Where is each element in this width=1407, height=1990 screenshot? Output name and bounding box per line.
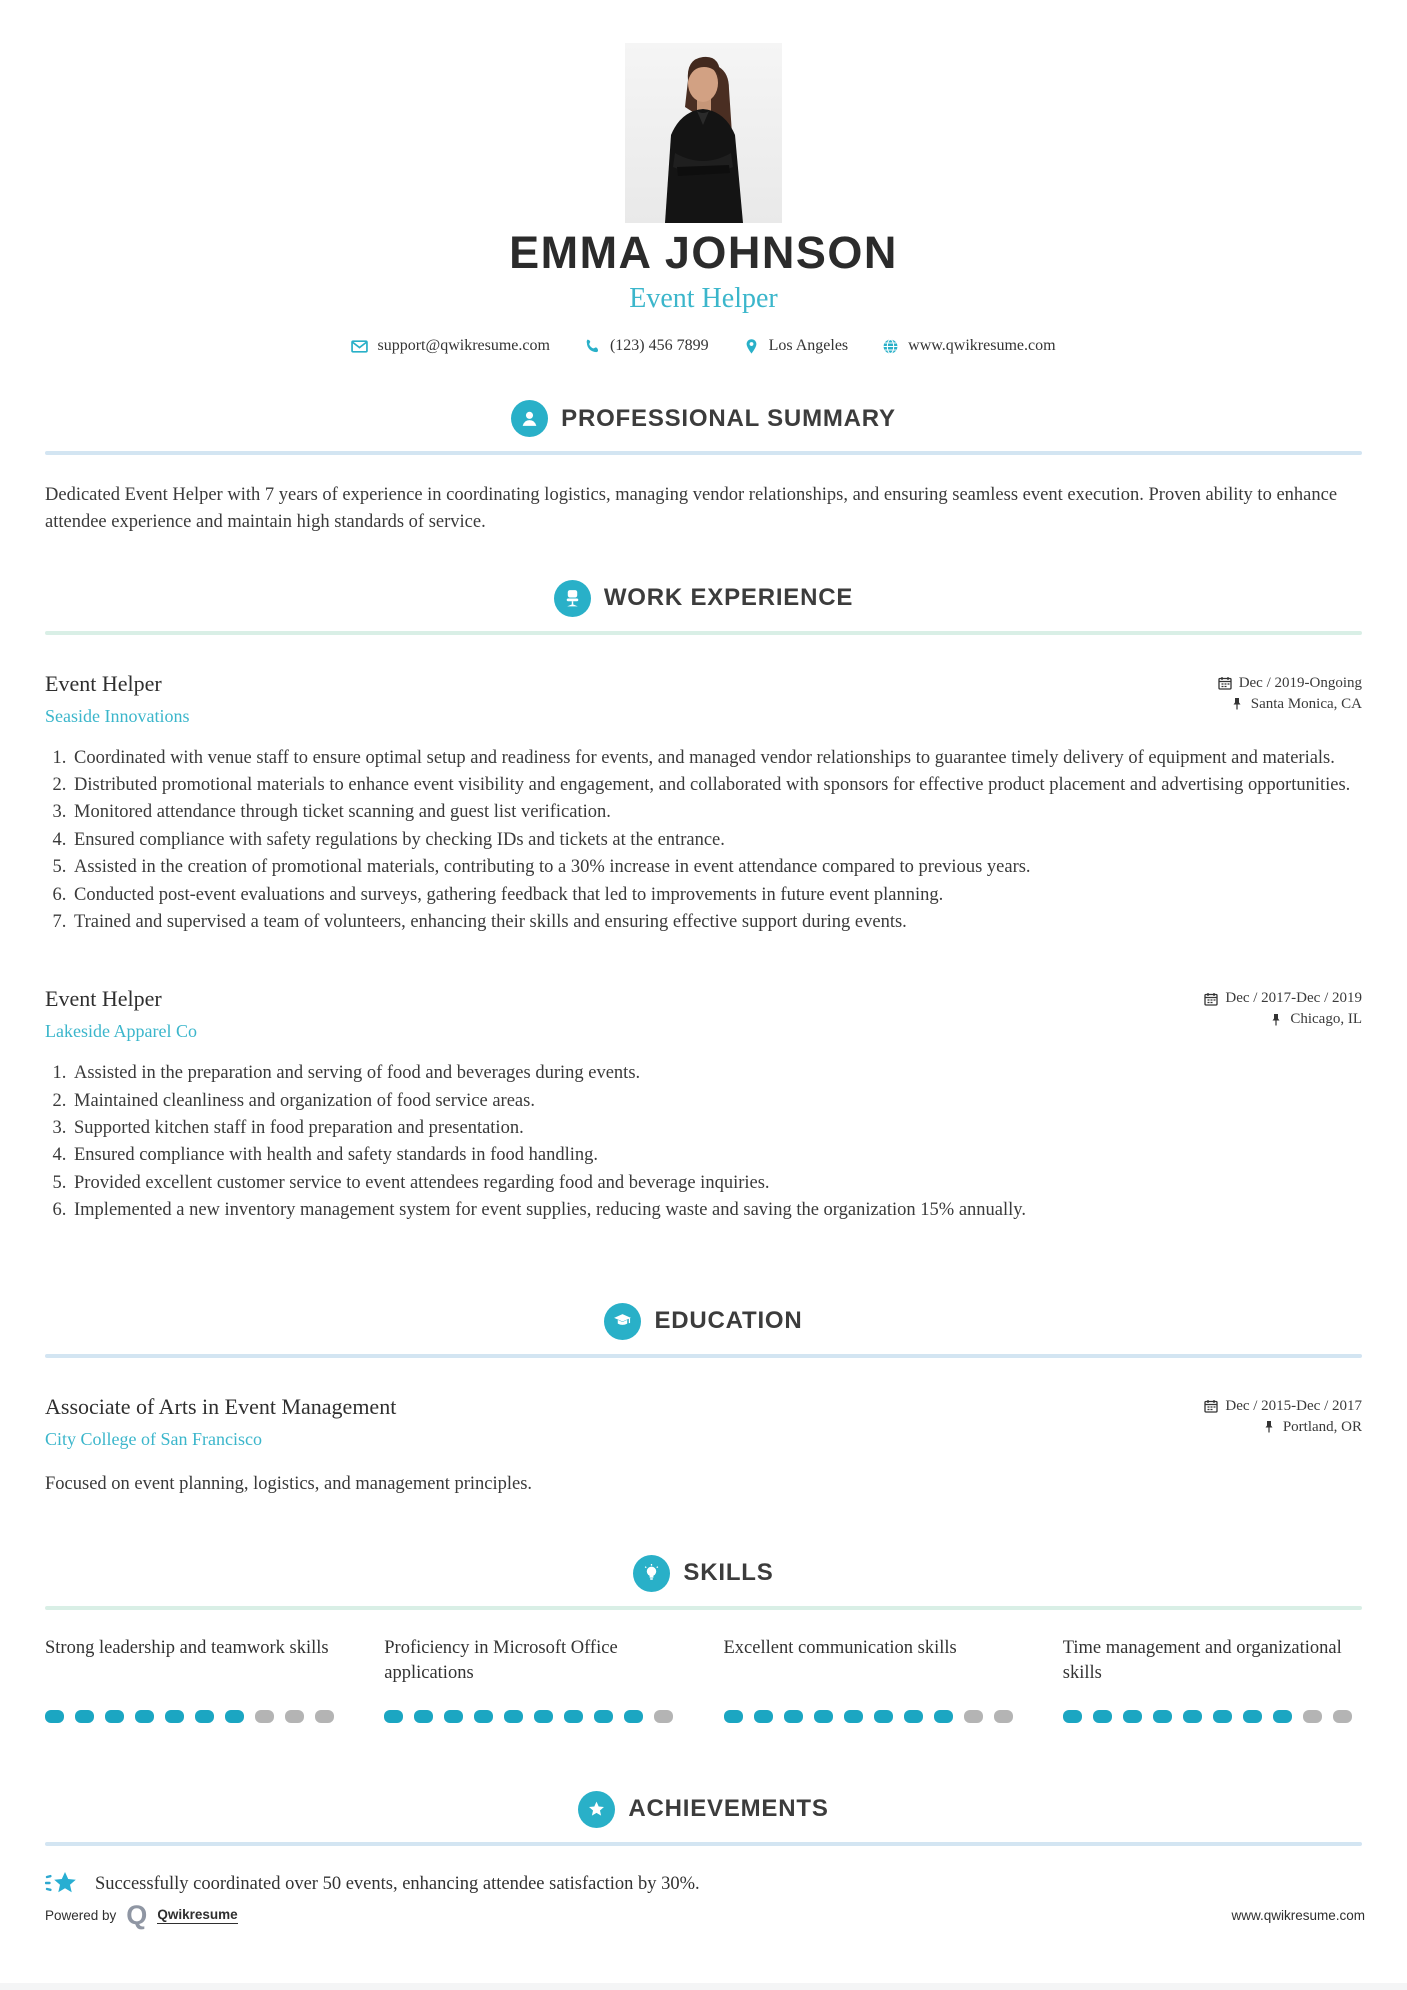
skill-level-dot	[814, 1710, 833, 1723]
skill-level-dot	[1183, 1710, 1202, 1723]
skill-level-dot	[165, 1710, 184, 1723]
bullet-item: 1. Coordinated with venue staff to ensure optimal setup and readiness for events, and managed vendor relationships to guarantee timely delivery of equipment and materials.	[71, 745, 1362, 772]
job-dates-text: Dec / 2017-Dec / 2019	[1225, 990, 1362, 1007]
bullet-item: 6. Conducted post-event evaluations and surveys, gathering feedback that led to improvements in future event planning.	[71, 882, 1362, 909]
skill-level-dot	[1243, 1710, 1262, 1723]
skill-level-dot	[534, 1710, 553, 1723]
lightbulb-icon	[633, 1555, 670, 1592]
summary-section-header	[45, 400, 1362, 437]
star-badge-icon	[578, 1791, 615, 1828]
skill-level	[724, 1710, 1023, 1723]
school-name[interactable]: City College of San Francisco	[45, 1428, 262, 1449]
footer-website[interactable]: www.qwikresume.com	[1231, 1908, 1365, 1923]
skill-item	[384, 1636, 683, 1723]
job-location-text: Santa Monica, CA	[1250, 695, 1362, 712]
skill-level-dot	[1213, 1710, 1232, 1723]
skill-level-dot	[1153, 1710, 1172, 1723]
bullet-item: 4. Ensured compliance with health and safety standards in food handling.	[71, 1142, 1362, 1169]
job-dates	[1218, 675, 1362, 692]
profile-photo	[625, 43, 782, 223]
contact-location[interactable]	[743, 337, 849, 355]
job-bullets	[45, 745, 1362, 937]
skill-level-dot	[654, 1710, 673, 1723]
skill-level-dot	[45, 1710, 64, 1723]
contact-row	[45, 337, 1362, 355]
skill-level-dot	[1063, 1710, 1082, 1723]
skill-level-dot	[285, 1710, 304, 1723]
skill-level-dot	[874, 1710, 893, 1723]
pushpin-icon	[1269, 1013, 1283, 1027]
job-bullets	[45, 1060, 1362, 1224]
skill-level-dot	[1303, 1710, 1322, 1723]
pushpin-icon	[1230, 697, 1244, 711]
candidate-title: Event Helper	[629, 283, 778, 314]
job-entry	[45, 671, 1362, 937]
bullet-item: 6. Implemented a new inventory management system for event supplies, reducing waste and saving the organization 15% annually.	[71, 1197, 1362, 1224]
job-location-text: Chicago, IL	[1290, 1011, 1362, 1028]
skill-label: Proficiency in Microsoft Office applications	[384, 1637, 618, 1684]
skill-level-dot	[994, 1710, 1013, 1723]
mail-icon	[351, 338, 368, 355]
skill-level	[45, 1710, 344, 1723]
skill-level-dot	[564, 1710, 583, 1723]
skill-label: Excellent communication skills	[723, 1637, 957, 1658]
office-chair-icon	[554, 580, 591, 617]
calendar-icon	[1218, 676, 1232, 690]
achievement-item	[45, 1870, 1362, 1900]
experience-section-header	[45, 580, 1362, 617]
bullet-item: 5. Provided excellent customer service to event attendees regarding food and beverage inquiries.	[71, 1170, 1362, 1197]
bullet-item: 2. Distributed promotional materials to enhance event visibility and engagement, and collaborated with sponsors for effective product placement and advertising opportunities.	[71, 772, 1362, 799]
skill-level-dot	[754, 1710, 773, 1723]
bullet-item: 1. Assisted in the preparation and serving of food and beverages during events.	[71, 1060, 1362, 1087]
skill-level	[1063, 1710, 1362, 1723]
bottom-strip	[0, 1983, 1407, 1990]
summary-text: Dedicated Event Helper with 7 years of experience in coordinating logistics, managing vendor relationships, and ensuring seamless event execution. Proven ability to enhance attendee experience and maintain high standards of service.	[45, 485, 1338, 532]
section-divider	[45, 1606, 1362, 1610]
bullet-item: 3. Supported kitchen staff in food preparation and presentation.	[71, 1115, 1362, 1142]
education-description: Focused on event planning, logistics, and management principles.	[45, 1473, 533, 1494]
skill-level-dot	[195, 1710, 214, 1723]
pushpin-icon	[1262, 1420, 1276, 1434]
contact-email-text: support@qwikresume.com	[377, 337, 550, 354]
skill-level-dot	[384, 1710, 403, 1723]
skill-level	[384, 1710, 683, 1723]
skill-level-dot	[724, 1710, 743, 1723]
section-divider	[45, 451, 1362, 455]
job-dates-text: Dec / 2019-Ongoing	[1238, 674, 1362, 691]
achievement-text: Successfully coordinated over 50 events, enhancing attendee satisfaction by 30%.	[95, 1874, 700, 1894]
skill-level-dot	[934, 1710, 953, 1723]
contact-phone[interactable]	[584, 337, 709, 355]
education-entry	[45, 1394, 1362, 1495]
skill-level-dot	[784, 1710, 803, 1723]
graduate-icon	[604, 1303, 641, 1340]
skill-level-dot	[964, 1710, 983, 1723]
skill-level-dot	[105, 1710, 124, 1723]
page-footer	[45, 1900, 1365, 1931]
skill-level-dot	[315, 1710, 334, 1723]
education-location-text: Portland, OR	[1282, 1418, 1362, 1435]
powered-by-label: Powered by	[45, 1908, 117, 1923]
calendar-icon	[1204, 1399, 1218, 1413]
bullet-item: 7. Trained and supervised a team of volunteers, enhancing their skills and ensuring effective support during events.	[71, 909, 1362, 936]
skill-level-dot	[844, 1710, 863, 1723]
contact-phone-text: (123) 456 7899	[609, 337, 709, 354]
skill-level-dot	[594, 1710, 613, 1723]
skill-item	[1063, 1636, 1362, 1723]
job-dates	[1204, 990, 1362, 1007]
job-company[interactable]: Seaside Innovations	[45, 705, 190, 726]
contact-website-text: www.qwikresume.com	[908, 337, 1056, 354]
skill-level-dot	[504, 1710, 523, 1723]
education-section-header	[45, 1303, 1362, 1340]
contact-location-text: Los Angeles	[768, 337, 849, 354]
skills-section-header	[45, 1555, 1362, 1592]
globe-icon	[882, 338, 899, 355]
education-dates-text: Dec / 2015-Dec / 2017	[1225, 1397, 1362, 1414]
skill-level-dot	[414, 1710, 433, 1723]
skill-label: Strong leadership and teamwork skills	[45, 1637, 329, 1658]
skill-level-dot	[1123, 1710, 1142, 1723]
skill-label: Time management and organizational skills	[1062, 1637, 1342, 1684]
calendar-icon	[1204, 992, 1218, 1006]
profile-photo-wrap	[45, 0, 1362, 223]
skill-level-dot	[474, 1710, 493, 1723]
bullet-item: 5. Assisted in the creation of promotional materials, contributing to a 30% increase in event attendance compared to previous years.	[71, 854, 1362, 881]
skill-level-dot	[135, 1710, 154, 1723]
skill-level-dot	[75, 1710, 94, 1723]
skill-level-dot	[225, 1710, 244, 1723]
section-divider	[45, 1354, 1362, 1358]
job-company[interactable]: Lakeside Apparel Co	[45, 1021, 197, 1042]
section-divider	[45, 631, 1362, 635]
skill-level-dot	[904, 1710, 923, 1723]
shooting-star-icon	[45, 1870, 79, 1900]
skills-section-title: SKILLS	[683, 1559, 774, 1586]
education-dates	[1204, 1398, 1362, 1415]
candidate-name: EMMA JOHNSON	[509, 227, 898, 278]
job-entry	[45, 986, 1362, 1224]
person-icon	[511, 400, 548, 437]
bullet-item: 3. Monitored attendance through ticket scanning and guest list verification.	[71, 799, 1362, 826]
phone-icon	[584, 338, 601, 355]
section-divider	[45, 1842, 1362, 1846]
skill-item	[45, 1636, 344, 1723]
bullet-item: 2. Maintained cleanliness and organization of food service areas.	[71, 1088, 1362, 1115]
qwikresume-logo-icon: Q	[126, 1900, 148, 1930]
skill-item	[724, 1636, 1023, 1723]
skill-level-dot	[1093, 1710, 1112, 1723]
skill-level-dot	[444, 1710, 463, 1723]
skill-level-dot	[255, 1710, 274, 1723]
qwikresume-link[interactable]: Qwikresume	[157, 1907, 238, 1922]
job-title: Event Helper	[45, 986, 162, 1012]
education-section-title: EDUCATION	[654, 1307, 803, 1334]
job-location	[1204, 1011, 1362, 1028]
contact-website[interactable]	[882, 337, 1055, 355]
skills-grid	[45, 1636, 1362, 1723]
bullet-item: 4. Ensured compliance with safety regulations by checking IDs and tickets at the entrance.	[71, 827, 1362, 854]
achievements-section-header	[45, 1791, 1362, 1828]
pin-icon	[743, 338, 760, 355]
skill-level-dot	[1333, 1710, 1352, 1723]
education-location	[1204, 1419, 1362, 1436]
job-title: Event Helper	[45, 670, 162, 696]
degree-title: Associate of Arts in Event Management	[45, 1393, 397, 1419]
achievements-section-title: ACHIEVEMENTS	[628, 1795, 829, 1822]
skill-level-dot	[1273, 1710, 1292, 1723]
contact-email[interactable]	[351, 337, 549, 355]
job-location	[1218, 696, 1362, 713]
summary-section-title: PROFESSIONAL SUMMARY	[561, 404, 896, 432]
experience-section-title: WORK EXPERIENCE	[603, 584, 854, 612]
skill-level-dot	[624, 1710, 643, 1723]
